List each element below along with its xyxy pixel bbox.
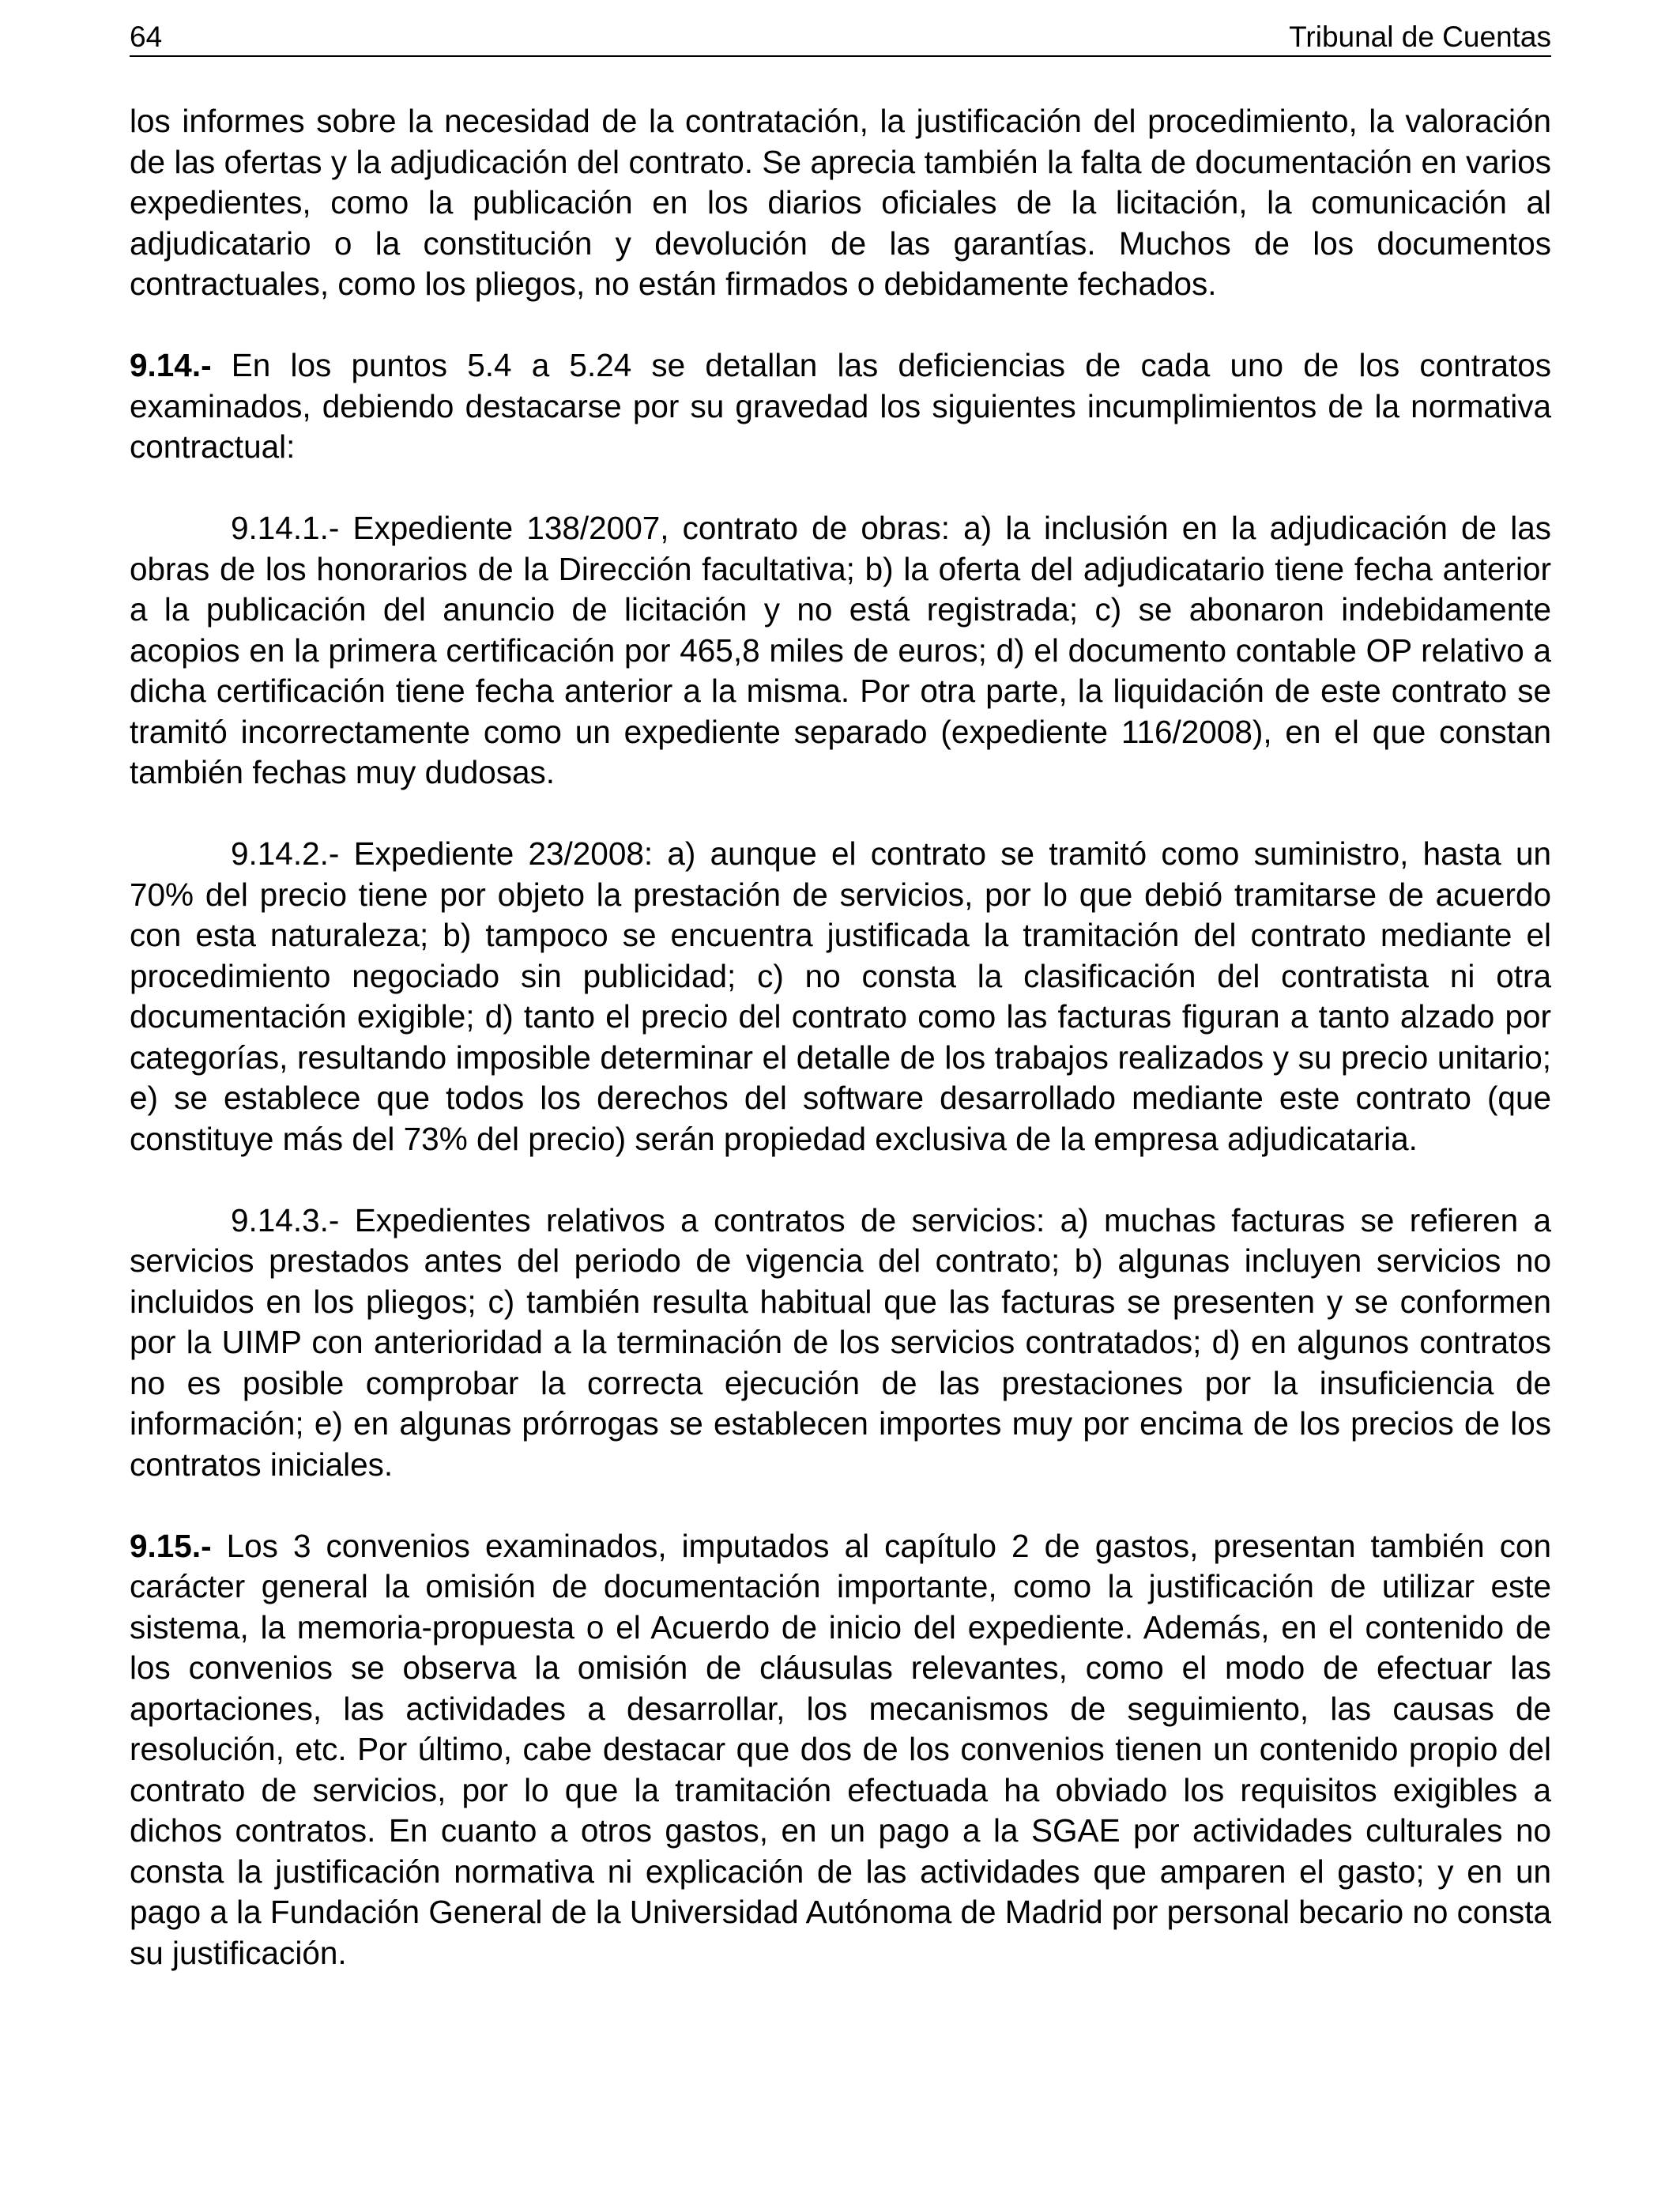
body-text	[130, 101, 1551, 1973]
page-header	[130, 19, 1551, 57]
paragraph-9-14	[130, 345, 1551, 468]
page-number: 64	[130, 21, 163, 53]
paragraph-9-14-2	[130, 834, 1551, 1159]
paragraph-9-14-3	[130, 1201, 1551, 1486]
paragraph-text: 9.14.3.- Expedientes relativos a contratos de servicios: a) muchas facturas se refieren a servicios prestados antes del periodo de vigencia del contrato; b) algunas incluyen servicios no incluidos en los pliegos; c) también resulta habitual que las facturas se presenten y se conformen por la UIMP con anterioridad a la terminación de los servicios contratados; d) en algunos contratos no es posible comprobar la correcta ejecución de las prestaciones por la insuficiencia de información; e) en algunas prórrogas se establecen importes muy por encima de los precios de los contratos iniciales.	[130, 1201, 1551, 1483]
paragraph-9-14-1	[130, 508, 1551, 794]
paragraph-text: En los puntos 5.4 a 5.24 se detallan las deficiencias de cada uno de los contratos examinados, debiendo destacarse por su gravedad los siguientes incumplimientos de la normativa contractual:	[130, 347, 1551, 465]
paragraph-text: los informes sobre la necesidad de la contratación, la justificación del procedimiento, la valoración de las ofertas y la adjudicación del contrato. Se aprecia también la falta de documentación en varios expedientes, como la publicación en los diarios oficiales de la licitación, la comunicación al adjudicatario o la constitución y devolución de las garantías. Muchos de los documentos contractuales, como los pliegos, no están firmados o debidamente fechados.	[130, 103, 1551, 302]
paragraph-continuation	[130, 101, 1551, 305]
paragraph-number: 9.15.-	[130, 1527, 212, 1564]
paragraph-number: 9.14.-	[130, 347, 212, 383]
running-title: Tribunal de Cuentas	[1289, 21, 1551, 53]
paragraph-text: 9.14.1.- Expediente 138/2007, contrato de obras: a) la inclusión en la adjudicación de las obras de los honorarios de la Dirección facultativa; b) la oferta del adjudicatario tiene fecha anterior a la publicación del anuncio de licitación y no está registrada; c) se abonaron indebidamente acopios en la primera certificación por 465,8 miles de euros; d) el documento contable OP relativo a dicha certificación tiene fecha anterior a la misma. Por otra parte, la liquidación de este contrato se tramitó incorrectamente como un expediente separado (expediente 116/2008), en el que constan también fechas muy dudosas.	[130, 510, 1551, 790]
paragraph-text: 9.14.2.- Expediente 23/2008: a) aunque el contrato se tramitó como suministro, hasta un 70% del precio tiene por objeto la prestación de servicios, por lo que debió tramitarse de acuerdo con esta naturaleza; b) tampoco se encuentra justificada la tramitación del contrato mediante el procedimiento negociado sin publicidad; c) no consta la clasificación del contratista ni otra documentación exigible; d) tanto el precio del contrato como las facturas figuran a tanto alzado por categorías, resultando imposible determinar el detalle de los trabajos realizados y su precio unitario; e) se establece que todos los derechos del software desarrollado mediante este contrato (que constituye más del 73% del precio) serán propiedad exclusiva de la empresa adjudicataria.	[130, 835, 1551, 1157]
paragraph-text: Los 3 convenios examinados, imputados al capítulo 2 de gastos, presentan también con carácter general la omisión de documentación importante, como la justificación de utilizar este sistema, la memoria-propuesta o el Acuerdo de inicio del expediente. Además, en el contenido de los convenios se observa la omisión de cláusulas relevantes, como el modo de efectuar las aportaciones, las actividades a desarrollar, los mecanismos de seguimiento, las causas de resolución, etc. Por último, cabe destacar que dos de los convenios tienen un contenido propio del contrato de servicios, por lo que la tramitación efectuada ha obviado los requisitos exigibles a dichos contratos. En cuanto a otros gastos, en un pago a la SGAE por actividades culturales no consta la justificación normativa ni explicación de las actividades que amparen el gasto; y en un pago a la Fundación General de la Universidad Autónoma de Madrid por personal becario no consta su justificación.	[130, 1527, 1551, 1971]
paragraph-9-15	[130, 1526, 1551, 1974]
